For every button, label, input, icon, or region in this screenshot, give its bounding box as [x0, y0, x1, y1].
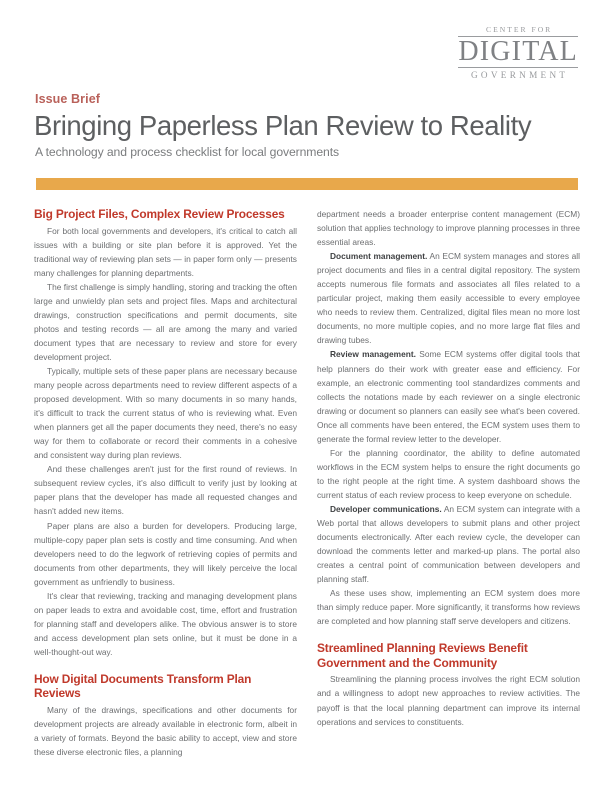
- right-column: [317, 207, 580, 759]
- paragraph-closing: As these uses show, implementing an ECM system does more than simply reduce paper. More significantly, it transforms how reviews are completed and how planning staff serve developers and citizens.: [317, 588, 580, 627]
- section-heading-streamlined-planning-reviews: Streamlined Planning Reviews Benefit Government and the Community: [317, 641, 528, 670]
- runin-text: An ECM system can integrate with a Web portal that allows developers to submit plans and other project documents electronically. After each review cycle, the developer can download the comments letter and marked-up plans. The portal also creates a central point of communication between developers and planning staff.: [317, 503, 580, 585]
- runin-text: An ECM system manages and stores all project documents and files in a central digital repository. The system accepts numerous file formats and associates all files related to a particular project, making them easily accessible to every employee who needs to review them. Centralized, digital files mean no more lost documents, no more multiple copies, and no more large flat files and drawing tubes.: [317, 251, 580, 346]
- paragraph-workflow: For the planning coordinator, the ability to define automated workflows in the ECM system helps to ensure the right documents go to the right people at the right time. A system dashboard shows the current status of each review process to keep everyone on schedule.: [317, 447, 580, 500]
- runin-text: Some ECM systems offer digital tools that help planners do their work with greater ease and efficiency. For example, an electronic commenting tool standardizes comments and collects the notations made by each reviewer on a single electronic drawing or document so planners can easily see what's been covered. Once all comments have been entered, the ECM system uses them to generate the formal review letter to the developer.: [317, 349, 581, 444]
- runin-label-review-management: Review management.: [330, 349, 416, 360]
- runin-label-developer-communications: Developer communications.: [330, 503, 442, 514]
- page-title: Bringing Paperless Plan Review to Reality: [34, 110, 532, 141]
- center-for-digital-government-logo: [458, 26, 578, 80]
- paragraph: Streamlining the planning process involves the right ECM solution and a willingness to adopt new approaches to review activities. The payoff is that the local planning department can improve its internal operations and services to constituents.: [317, 674, 580, 727]
- section-heading-how-digital-documents: How Digital Documents Transform Plan Reviews: [34, 671, 252, 701]
- accent-bar-divider: [36, 178, 578, 190]
- left-column: [34, 207, 297, 759]
- article-body: [34, 207, 580, 759]
- kicker-issue-brief: Issue Brief: [35, 92, 101, 106]
- paragraph-document-management: [317, 249, 580, 347]
- paragraph: Typically, multiple sets of these paper plans are necessary because many people across departments need to review different aspects of a proposed development. With so many documents in so many hands, it's difficult to track the current status of who is reviewing what. Even when planners get all the paper documents they need, there's no easy way for them to collaborate or record their comments in a cohesive and consistent way during plan reviews.: [34, 365, 297, 461]
- paragraph: The first challenge is simply handling, storing and tracking the often large and unwieldy plan sets and project files. Maps and architectural drawings, construction specifications and permit documents, site photos and testing records — all are among the many and varied document types that are necessary to review and store for every development project.: [34, 281, 297, 362]
- paragraph-continuation: department needs a broader enterprise content management (ECM) solution that applies technology to improve planning processes in three essential areas.: [317, 209, 580, 248]
- paragraph-developer-communications: [317, 502, 580, 586]
- logo-line-government: GOVERNMENT: [471, 70, 569, 81]
- logo-line-digital: DIGITAL: [458, 35, 578, 67]
- paragraph: And these challenges aren't just for the first round of reviews. In subsequent review cycles, it's also difficult to verify just by looking at paper plans that the developer has made all requested changes and hasn't added new items.: [34, 464, 297, 517]
- paragraph: For both local governments and developers, it's critical to catch all issues with a building or site plan before it is approved. Yet the traditional way of reviewing plan sets — in paper form only — presents many challenges for planning departments.: [34, 225, 297, 278]
- paragraph: It's clear that reviewing, tracking and managing development plans on paper leads to extra and avoidable cost, time, effort and frustration for planning staff and developers alike. The obvious answer is to store and access development plan sets online, but it must be done in a well-thought-out way.: [34, 590, 297, 657]
- paragraph-review-management: [317, 347, 580, 445]
- paragraph: Paper plans are also a burden for developers. Producing large, multiple-copy paper plan sets is costly and time consuming. And when developers need to do the legwork of retrieving copies of permits and documents from other departments, they will likely perceive the local government as unfriendly to business.: [34, 520, 297, 587]
- paragraph: Many of the drawings, specifications and other documents for development projects are already available in electronic form, albeit in a variety of formats. Beyond the basic ability to accept, view and store these diverse electronic files, a planning: [34, 705, 297, 758]
- page-subtitle: A technology and process checklist for local governments: [35, 145, 339, 159]
- section-heading-big-project-files: Big Project Files, Complex Review Processes: [34, 207, 285, 221]
- logo-line-center-for: CENTER FOR: [486, 25, 553, 34]
- runin-label-document-management: Document management.: [330, 251, 428, 262]
